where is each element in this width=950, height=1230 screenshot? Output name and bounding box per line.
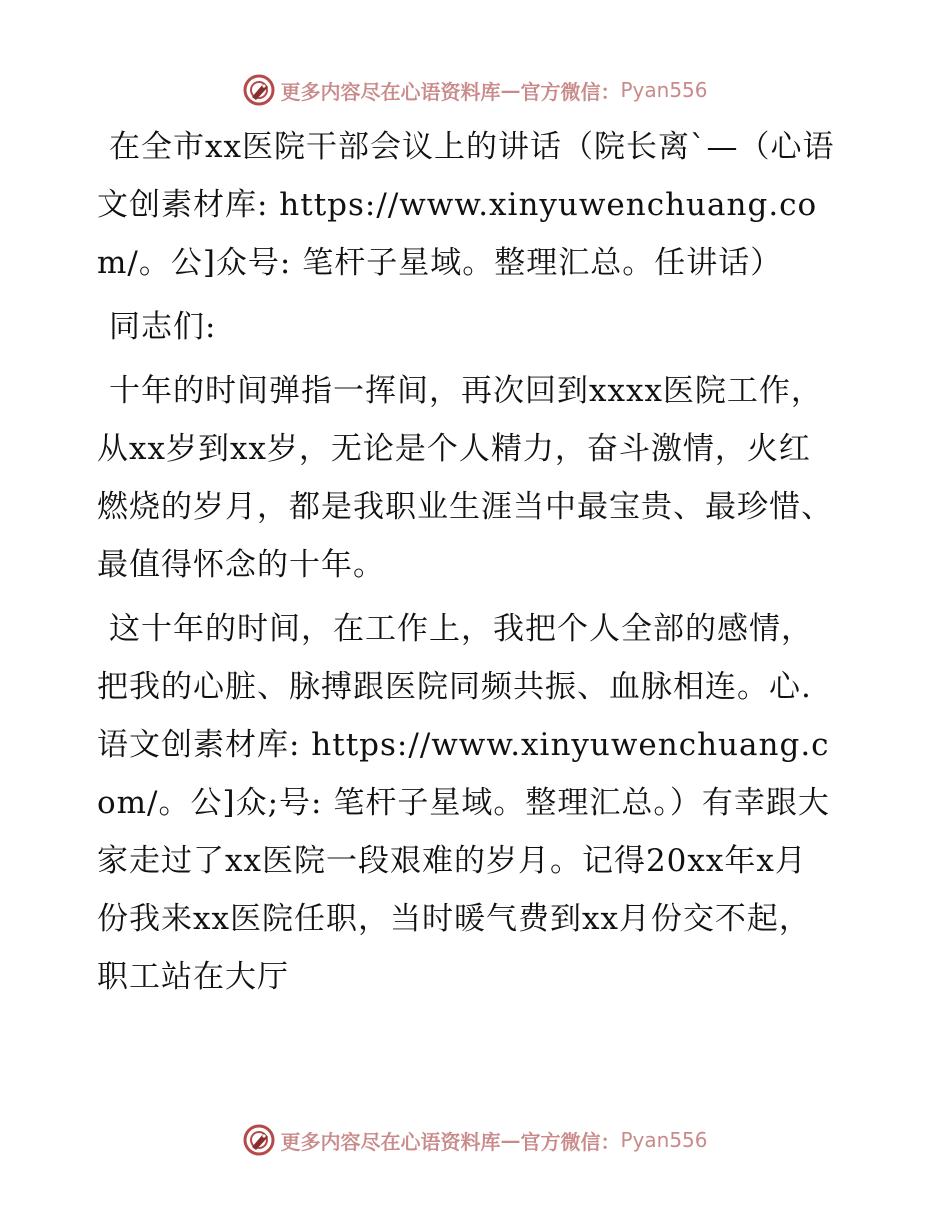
- banner-wechat-id: Pyan556: [620, 78, 708, 102]
- banner-wechat-label: 官方微信：: [520, 1129, 621, 1154]
- pen-nib-logo-icon: [242, 1123, 276, 1157]
- banner-text: 更多内容尽在心语资料库: [280, 79, 501, 104]
- watermark-banner-bottom: [0, 1120, 950, 1160]
- watermark-banner-top: [0, 70, 950, 110]
- banner-wechat-id: Pyan556: [620, 1128, 708, 1152]
- paragraph-salutation: 同志们:: [109, 309, 217, 345]
- banner-text: 更多内容尽在心语资料库: [280, 1129, 501, 1154]
- paragraph-body-2: 这十年的时间，在工作上，我把个人全部的感情，把我的心脏、脉搏跟医院同频共振、血脉相连。心.语文创素材库: https://www.xinyuwenchuang.com/。公]众;号: 笔杆子星域。整理汇总。）有幸跟大家走过了xx医院一段艰难的岁月。记得20xx年x月份我来xx医院任职，当时暖气费到xx月份交不起，职工站在大厅: [97, 611, 830, 995]
- banner-separator: —: [500, 78, 521, 102]
- paragraph-body-1: 十年的时间弹指一挥间，再次回到xxxx医院工作，从xx岁到xx岁，无论是个人精力，奋斗激情，火红燃烧的岁月，都是我职业生涯当中最宝贵、最珍惜、最值得怀念的十年。: [97, 373, 833, 583]
- pen-nib-logo-icon: [242, 73, 276, 107]
- banner-separator: —: [500, 1128, 521, 1152]
- banner-wechat-label: 官方微信：: [520, 79, 621, 104]
- paragraph-title: 在全市xx医院干部会议上的讲话（院长离`—（心语文创素材库: https://www.xinyuwenchuang.com/。公]众号: 笔杆子星域。整理汇总。任讲话）: [97, 129, 835, 281]
- document-body: [97, 118, 837, 1012]
